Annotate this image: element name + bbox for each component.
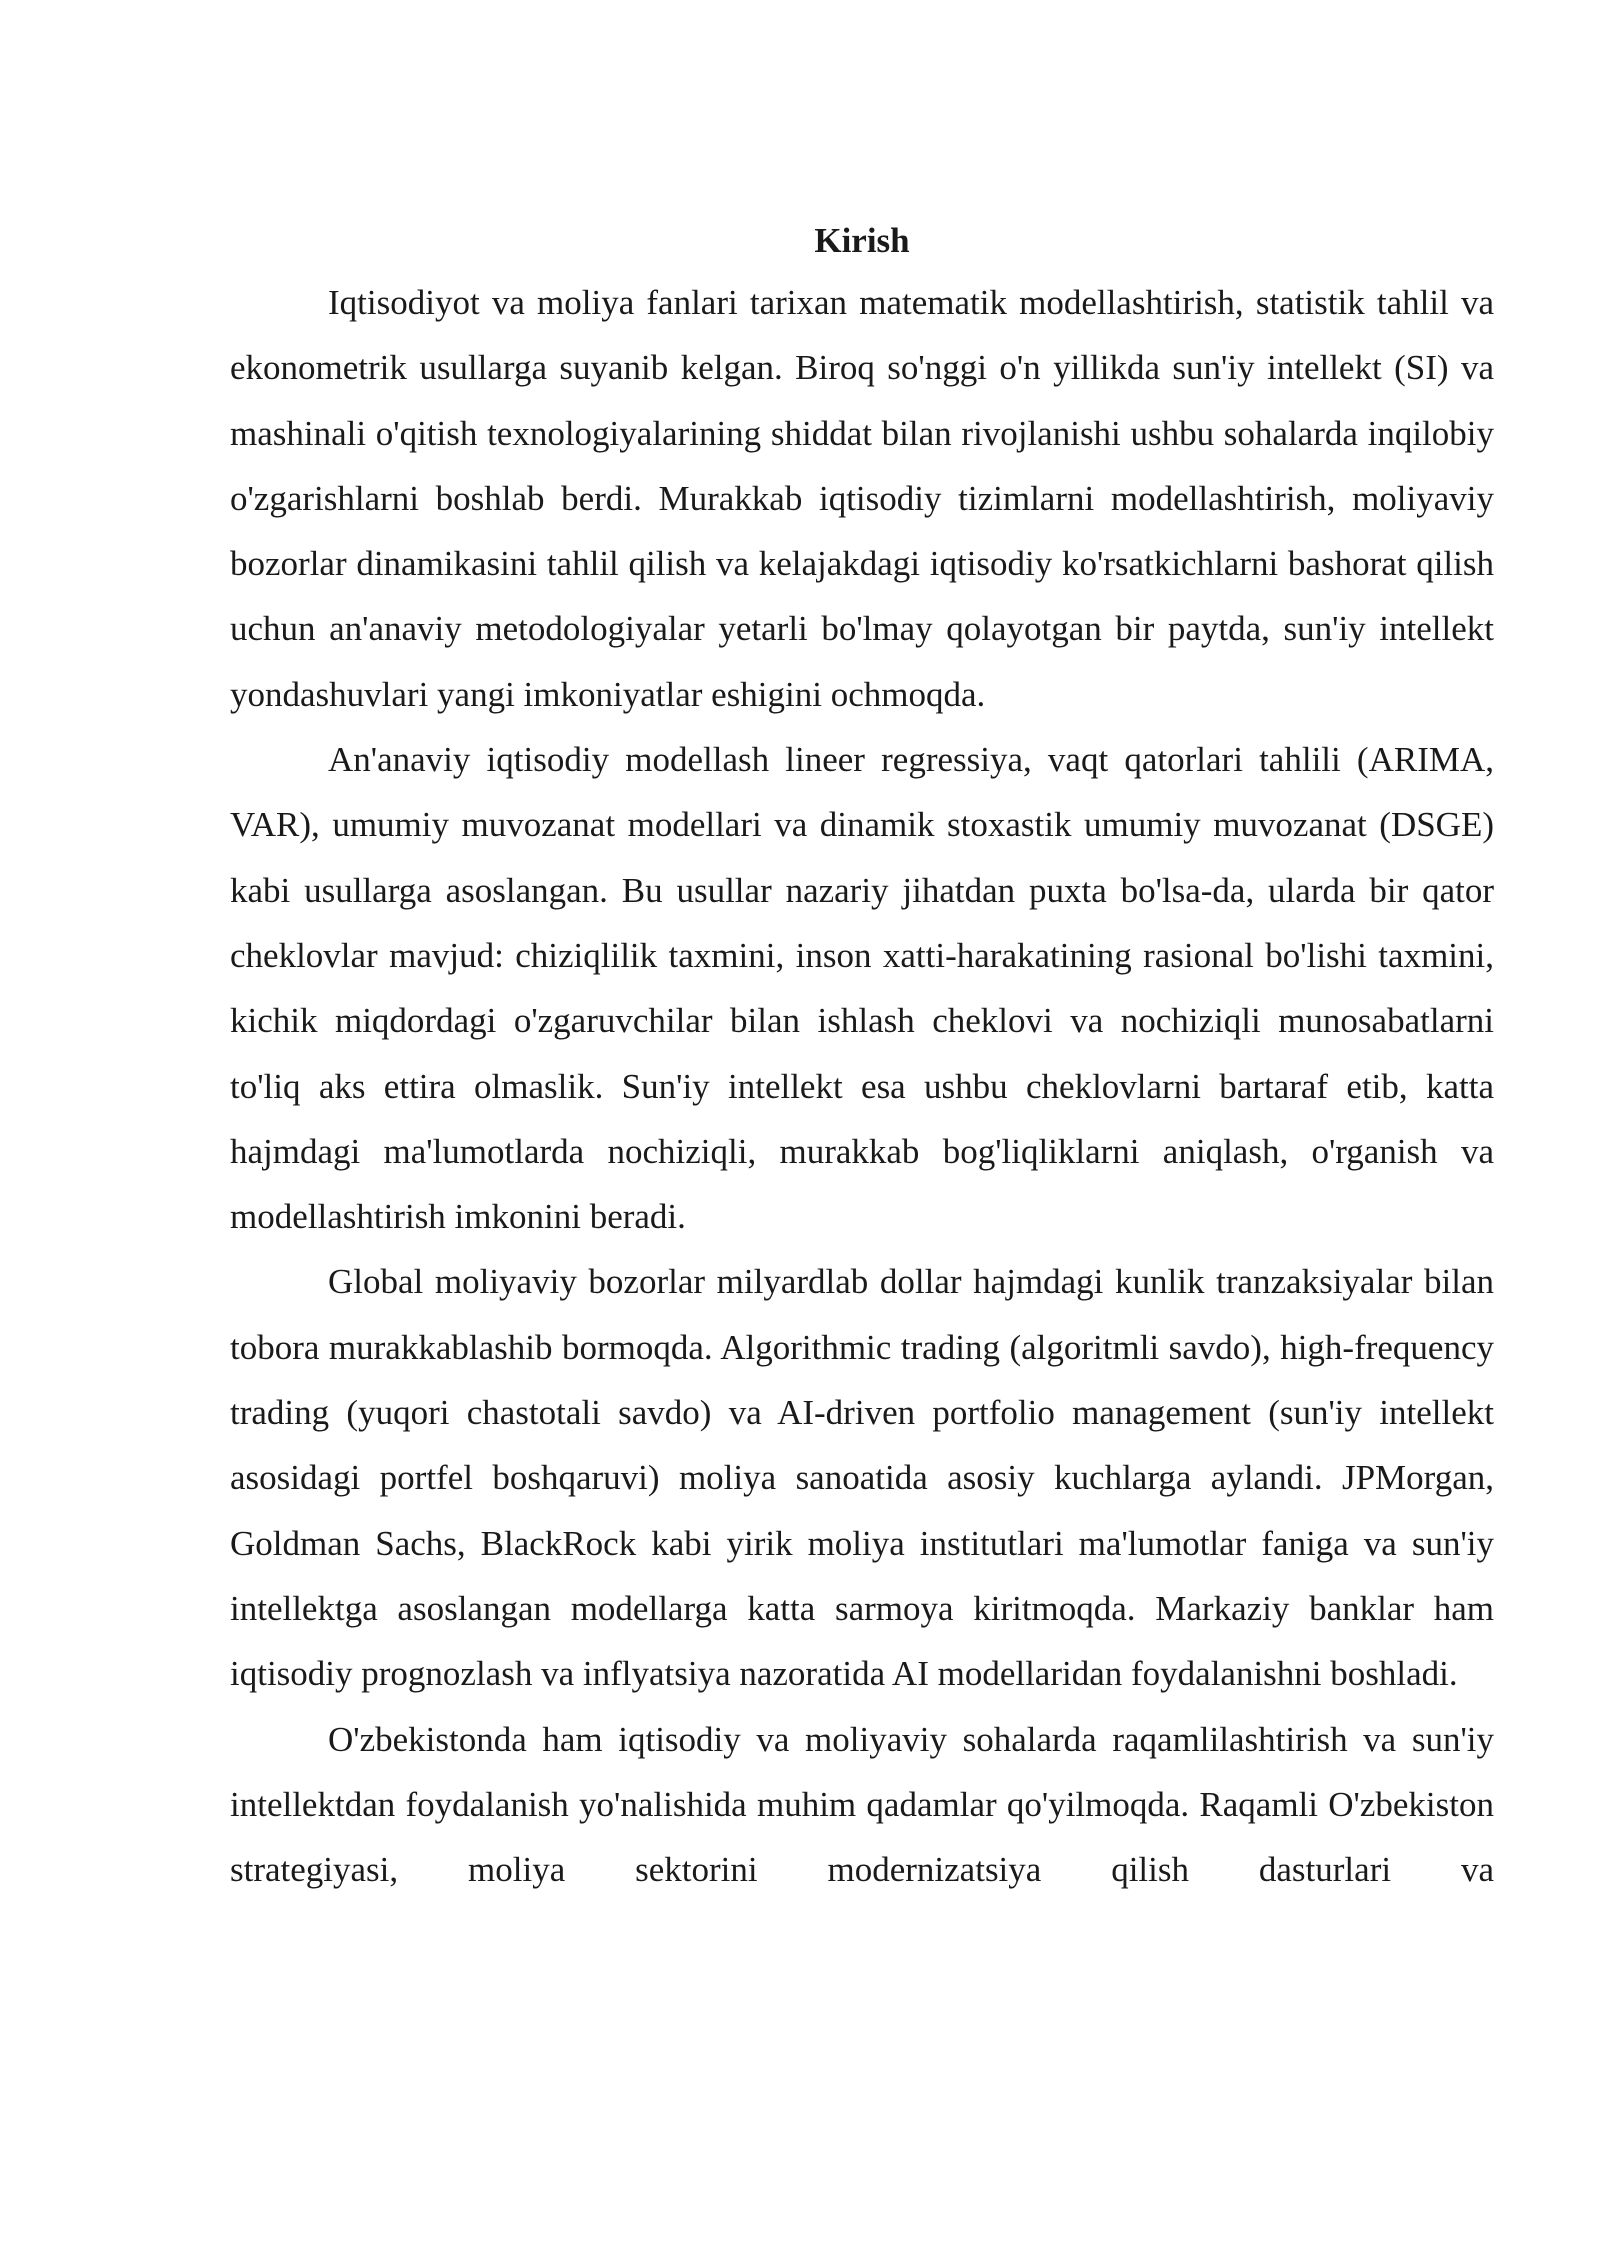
section-title: Kirish — [814, 221, 910, 260]
paragraph-3: Global moliyaviy bozorlar milyardlab dollar hajmdagi kunlik tranzaksiyalar bilan tobora murakkablashib bormoqda. Algorithmic trading (algoritmli savdo), high-frequency trading (yuqori chastotali savdo) va AI-driven portfolio management (sun'iy intellekt asosidagi portfel boshqaruvi) moliya sanoatida asosiy kuchlarga aylandi. JPMorgan, Goldman Sachs, BlackRock kabi yirik moliya institutlari ma'lumotlar faniga va sun'iy intellektga asoslangan modellarga katta sarmoya kiritmoqda. Markaziy banklar ham iqtisodiy prognozlash va inflyatsiya nazoratida AI modellaridan foydalanishni boshladi. — [230, 1262, 1494, 1694]
paragraph-4: O'zbekistonda ham iqtisodiy va moliyaviy sohalarda raqamlilashtirish va sun'iy intellektdan foydalanish yo'nalishida muhim qadamlar qo'yilmoqda. Raqamli O'zbekiston strategiyasi, moliya sektorini modernizatsiya qilish dasturlari va — [230, 1719, 1494, 1890]
page-content — [230, 212, 1494, 1902]
paragraph-2: An'anaviy iqtisodiy modellash lineer regressiya, vaqt qatorlari tahlili (ARIMA, VAR), umumiy muvozanat modellari va dinamik stoxastik umumiy muvozanat (DSGE) kabi usullarga asoslangan. Bu usullar nazariy jihatdan puxta bo'lsa-da, ularda bir qator cheklovlar mavjud: chiziqlilik taxmini, inson xatti-harakatining rasional bo'lishi taxmini, kichik miqdordagi o'zgaruvchilar bilan ishlash cheklovi va nochiziqli munosabatlarni to'liq aks ettira olmaslik. Sun'iy intellekt esa ushbu cheklovlarni bartaraf etib, katta hajmdagi ma'lumotlarda nochiziqli, murakkab bog'liqliklarni aniqlash, o'rganish va modellashtirish imkonini beradi. — [230, 740, 1494, 1237]
paragraph-1: Iqtisodiyot va moliya fanlari tarixan matematik modellashtirish, statistik tahlil va ekonometrik usullarga suyanib kelgan. Biroq so'nggi o'n yillikda sun'iy intellekt (SI) va mashinali o'qitish texnologiyalarining shiddat bilan rivojlanishi ushbu sohalarda inqilobiy o'zgarishlarni boshlab berdi. Murakkab iqtisodiy tizimlarni modellashtirish, moliyaviy bozorlar dinamikasini tahlil qilish va kelajakdagi iqtisodiy ko'rsatkichlarni bashorat qilish uchun an'anaviy metodologiyalar yetarli bo'lmay qolayotgan bir paytda, sun'iy intellekt yondashuvlari yangi imkoniyatlar eshigini ochmoqda. — [230, 283, 1494, 714]
